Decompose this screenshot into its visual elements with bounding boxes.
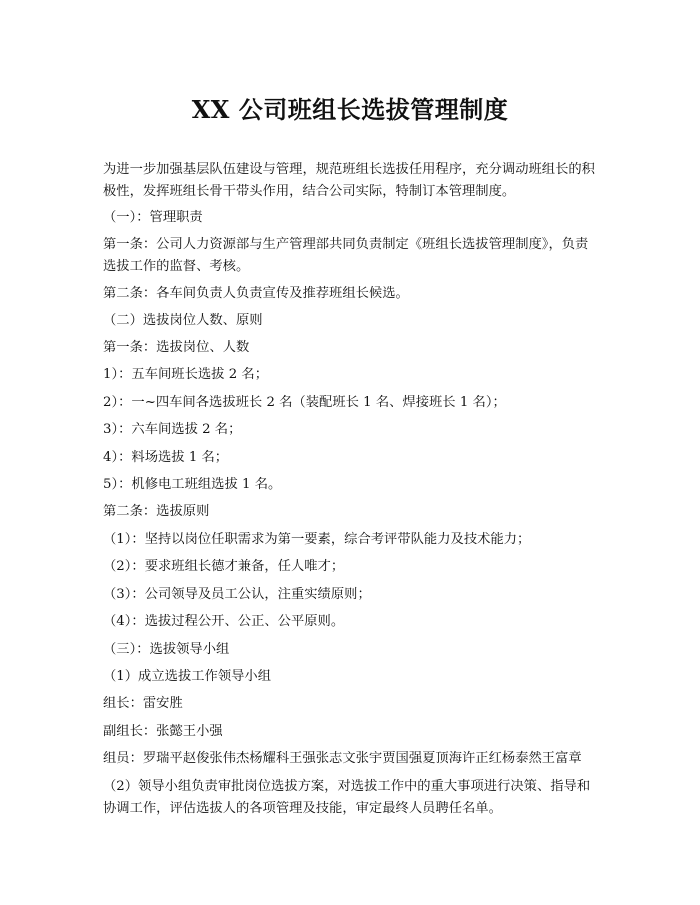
section-heading-2: （二）选拔岗位人数、原则 — [103, 313, 263, 328]
list-item: （1）：坚持以岗位任职需求为第一要素，综合考评带队能力及技术能力； — [103, 532, 531, 547]
list-item: 1）：五车间班长选拔 2 名； — [103, 367, 268, 382]
list-item: （2）：要求班组长德才兼备，任人唯才； — [103, 559, 345, 574]
team-leader: 组长：雷安胜 — [103, 696, 183, 711]
team-members: 组员：罗瑞平赵俊张伟杰杨耀科王强张志文张宇贾国强夏顶海许正红杨泰然王富章 — [103, 751, 582, 766]
deputy-leader: 副组长：张懿王小强 — [103, 724, 223, 739]
clause-2-2: 第二条：选拔原则 — [103, 504, 210, 519]
sub-heading: （1）成立选拔工作领导小组 — [103, 669, 272, 684]
document-title: XX 公司班组长选拔管理制度 — [191, 95, 509, 124]
list-item: 3）：六车间选拔 2 名； — [103, 422, 242, 437]
list-item: 5）：机修电工班组选拔 1 名。 — [103, 477, 282, 492]
list-item: 2）：一~四车间各选拔班长 2 名（装配班长 1 名、焊接班长 1 名）； — [103, 395, 506, 410]
intro-paragraph: 为进一步加强基层队伍建设与管理，规范班组长选拔任用程序，充分调动班组长的积极性，发挥班组长骨干带头作用，结合公司实际，特制订本管理制度。 — [103, 162, 595, 199]
list-item: （4）：选拔过程公开、公正、公平原则。 — [103, 614, 345, 629]
list-item: （3）：公司领导及员工公认，注重实绩原则； — [103, 587, 371, 602]
clause-1-2: 第二条：各车间负责人负责宣传及推荐班组长候选。 — [103, 286, 409, 301]
leadership-duties: （2）领导小组负责审批岗位选拔方案，对选拔工作中的重大事项进行决策、指导和协调工作，评估选拔人的各项管理及技能，审定最终人员聘任名单。 — [103, 779, 591, 816]
section-heading-3: （三）：选拔领导小组 — [103, 642, 230, 657]
section-heading-1: （一）：管理职责 — [103, 210, 203, 225]
clause-2-1: 第一条：选拔岗位、人数 — [103, 340, 250, 355]
list-item: 4）：料场选拔 1 名； — [103, 450, 229, 465]
clause-1-1: 第一条：公司人力资源部与生产管理部共同负责制定《班组长选拔管理制度》，负责选拔工作的监督、考核。 — [103, 237, 589, 274]
